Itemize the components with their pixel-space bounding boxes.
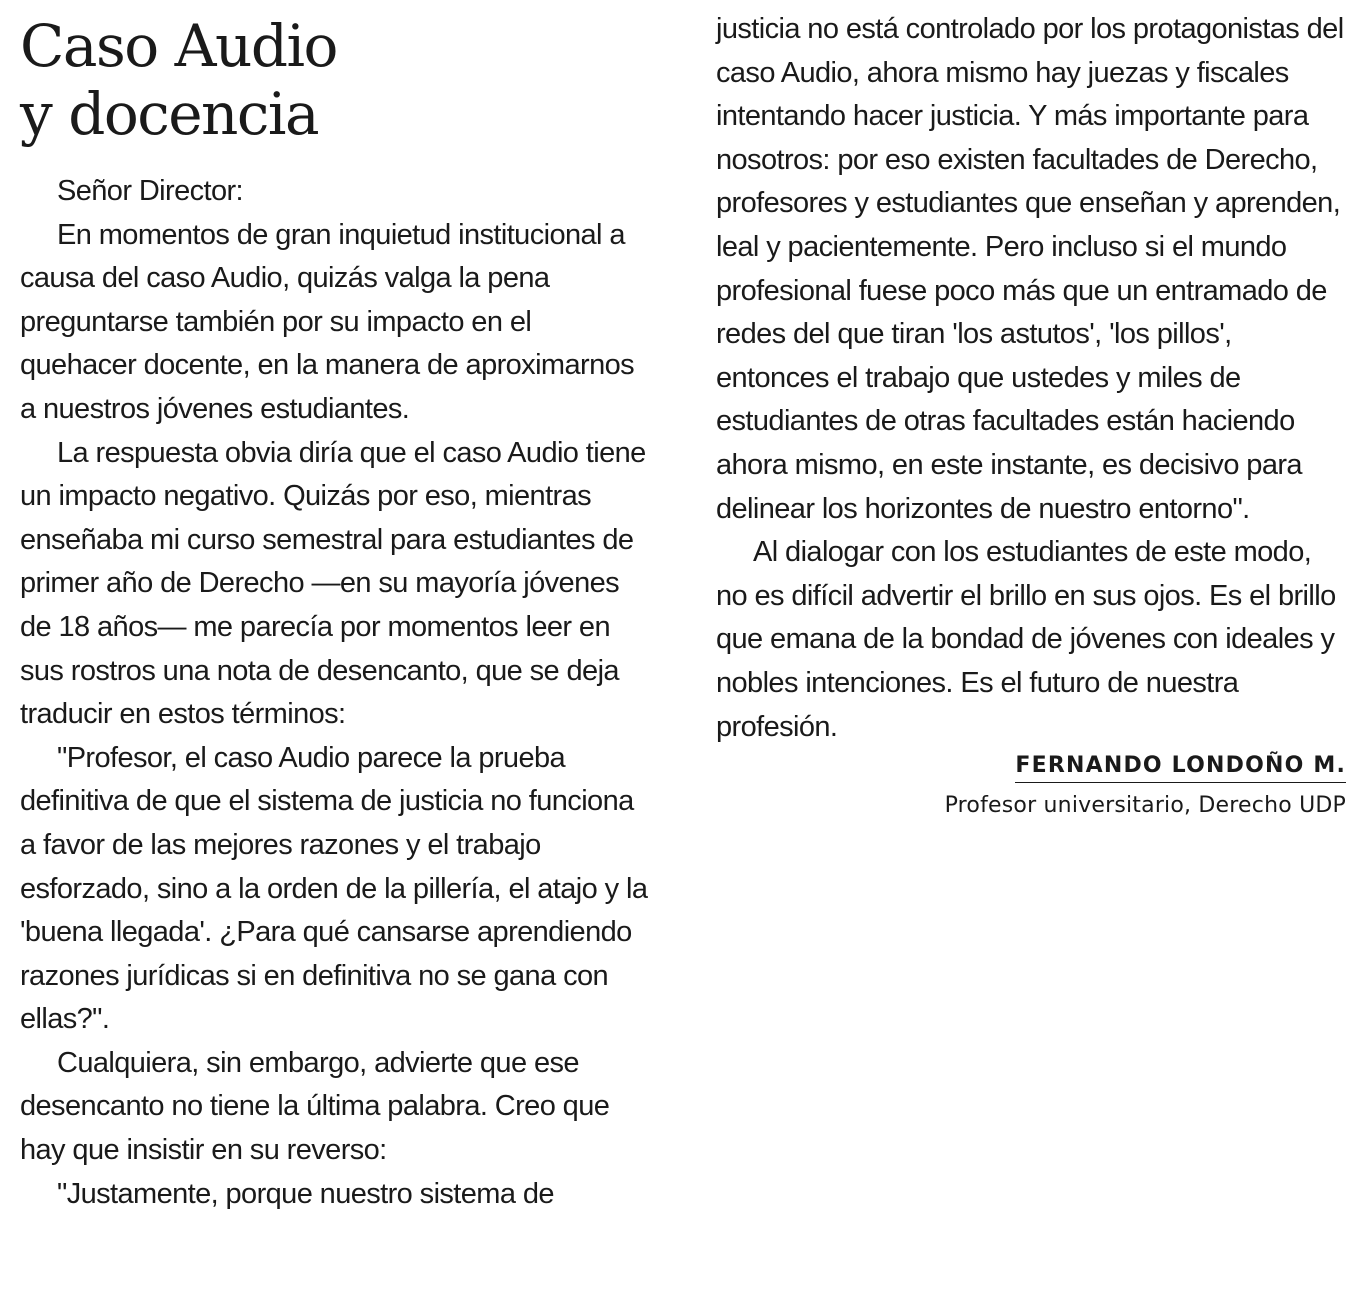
signature-block <box>716 753 1346 818</box>
right-column <box>716 8 1346 818</box>
paragraph: En momentos de gran inquietud institucional a causa del caso Audio, quizás valga la pena preguntarse también por su impacto en el quehacer docente, en la manera de aproximarnos a nuestros jóvenes estudiantes. <box>20 218 635 425</box>
author-name: FERNANDO LONDOÑO M. <box>1015 753 1346 783</box>
salutation: Señor Director: <box>57 175 244 207</box>
right-body <box>716 8 1346 749</box>
paragraph: Al dialogar con los estudiantes de este modo, no es difícil advertir el brillo en sus ojos. Es el brillo que emana de la bondad de jóvenes con ideales y nobles intenciones. Es el futuro de nuestra profesión. <box>716 536 1336 743</box>
paragraph: "Justamente, porque nuestro sistema de <box>57 1177 554 1210</box>
left-body <box>20 170 650 1216</box>
author-title: Profesor universitario, Derecho UDP <box>944 793 1346 819</box>
paragraph: Cualquiera, sin embargo, advierte que ese desencanto no tiene la última palabra. Creo que hay que insistir en su reverso: <box>20 1046 610 1167</box>
headline <box>20 12 650 148</box>
paragraph: "Profesor, el caso Audio parece la prueba definitiva de que el sistema de justicia no funciona a favor de las mejores razones y el trabajo esforzado, sino a la orden de la pillería, el atajo y la 'buena llegada'. ¿Para qué cansarse aprendiendo razones jurídicas si en definitiva no se gana con ellas?". <box>20 741 648 1036</box>
left-column <box>20 12 650 1216</box>
headline-line-2: y docencia <box>20 80 319 148</box>
headline-line-1: Caso Audio <box>20 12 337 80</box>
paragraph-continued: justicia no está controlado por los protagonistas del caso Audio, ahora mismo hay juezas y fiscales intentando hacer justicia. Y más importante para nosotros: por eso existen facultades de Derecho, profesores y estudiantes que enseñan y aprenden, leal y pacientemente. Pero incluso si el mundo profesional fuese poco más que un entramado de redes del que tiran 'los astutos', 'los pillos', entonces el trabajo que ustedes y miles de estudiantes de otras facultades están haciendo ahora mismo, en este instante, es decisivo para delinear los horizontes de nuestro entorno". <box>716 13 1344 525</box>
paragraph: La respuesta obvia diría que el caso Audio tiene un impacto negativo. Quizás por eso, mientras enseñaba mi curso semestral para estudiantes de primer año de Derecho —en su mayoría jóvenes de 18 años— me parecía por momentos leer en sus rostros una nota de desencanto, que se deja traducir en estos términos: <box>20 436 646 731</box>
